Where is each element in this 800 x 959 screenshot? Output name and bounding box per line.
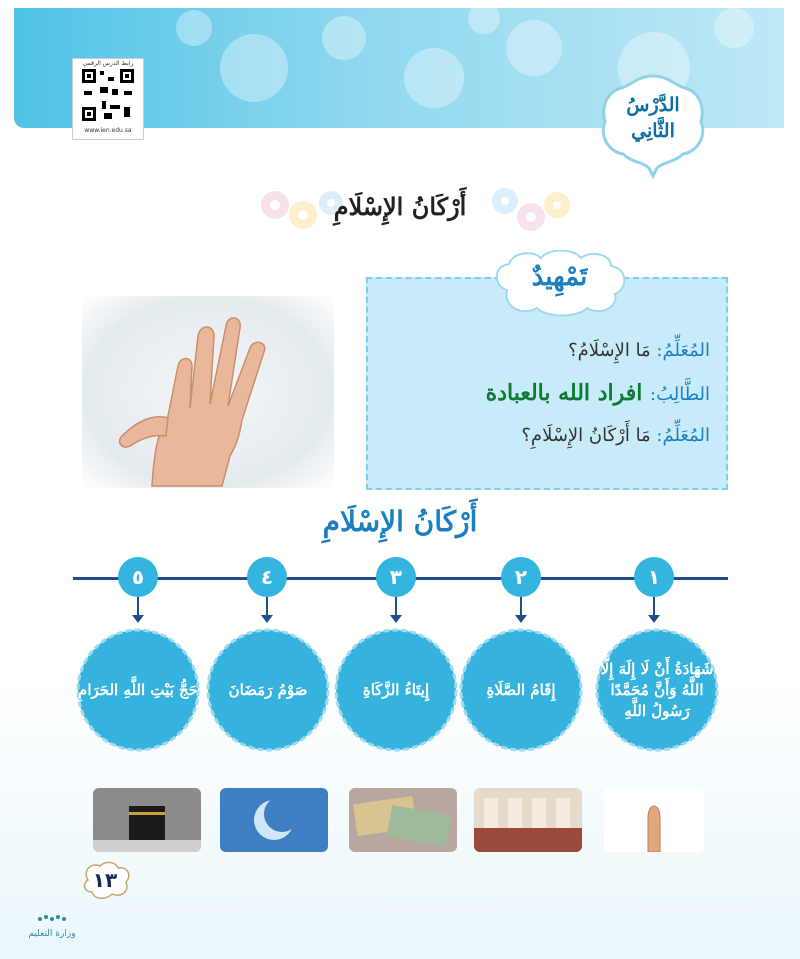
speaker-label: المُعَلِّمُ: (656, 425, 710, 446)
open-hand-illustration (82, 296, 334, 488)
page-number: ١٣ (92, 868, 118, 892)
speaker-label: المُعَلِّمُ: (656, 340, 710, 361)
lesson-word: الدَّرْسُ (626, 94, 680, 116)
pillar-text-4: صَوْمُ رَمَضَانَ (228, 680, 308, 699)
pillar-text-2: إِقَامُ الصَّلَاةِ (486, 680, 556, 699)
qr-url: www.ien.edu.sa (84, 127, 132, 134)
mosque-interior-picture (474, 788, 582, 852)
arrow-down-icon (137, 597, 139, 619)
dialogue-line-1 (568, 340, 710, 361)
arrow-down-icon (395, 597, 397, 619)
kaaba-picture (93, 788, 201, 852)
answer-text: افراد الله بالعبادة (485, 380, 651, 406)
lesson-ordinal: الثَّانِي (631, 120, 675, 142)
pillar-text-1: شَهَادَةُ أَنْ لَا إِلَهَ إِلَّا اللَّهُ وَأَنَّ مُحَمَّدًا رَسُولُ اللَّهِ (600, 659, 714, 720)
ministry-logo (12, 912, 92, 939)
speaker-label: الطَّالِبُ: (650, 384, 710, 405)
hand-photo (82, 296, 334, 488)
ministry-emblem-icon (32, 912, 72, 926)
dialogue-line-3 (521, 425, 710, 446)
raised-finger-picture (604, 788, 704, 852)
qr-code-icon (80, 67, 136, 123)
arrow-down-icon (653, 597, 655, 619)
pillar-text-5: حَجُّ بَيْتِ اللَّهِ الحَرَامِ (78, 680, 198, 699)
arrow-down-icon (266, 597, 268, 619)
pillar-number-3: ٣ (376, 557, 416, 597)
dialogue-text: مَا أَرْكَانُ الإِسْلَامِ؟ (521, 425, 657, 446)
pillars-heading: أَرْكَانُ الإِسْلَامِ (322, 505, 478, 538)
lesson-label (597, 92, 709, 144)
intro-heading: تَمْهِيدٌ (531, 262, 588, 292)
crescent-moon-picture (220, 788, 328, 852)
dialogue-line-2 (486, 380, 710, 406)
banknotes-picture (349, 788, 457, 852)
pillar-number-2: ٢ (501, 557, 541, 597)
arrow-down-icon (520, 597, 522, 619)
dialogue-text: مَا الإِسْلَامُ؟ (568, 340, 657, 361)
pillar-text-3: إِيتَاءُ الزَّكَاةِ (362, 680, 430, 699)
qr-code-panel[interactable] (72, 58, 144, 140)
qr-caption: رابط الدرس الرقمي (82, 60, 134, 67)
pillar-number-5: ٥ (118, 557, 158, 597)
page-title: أَرْكَانُ الإِسْلَامِ (333, 192, 467, 221)
pillar-number-1: ١ (634, 557, 674, 597)
pillar-number-4: ٤ (247, 557, 287, 597)
ministry-name: وزارة التعليم (28, 929, 76, 939)
